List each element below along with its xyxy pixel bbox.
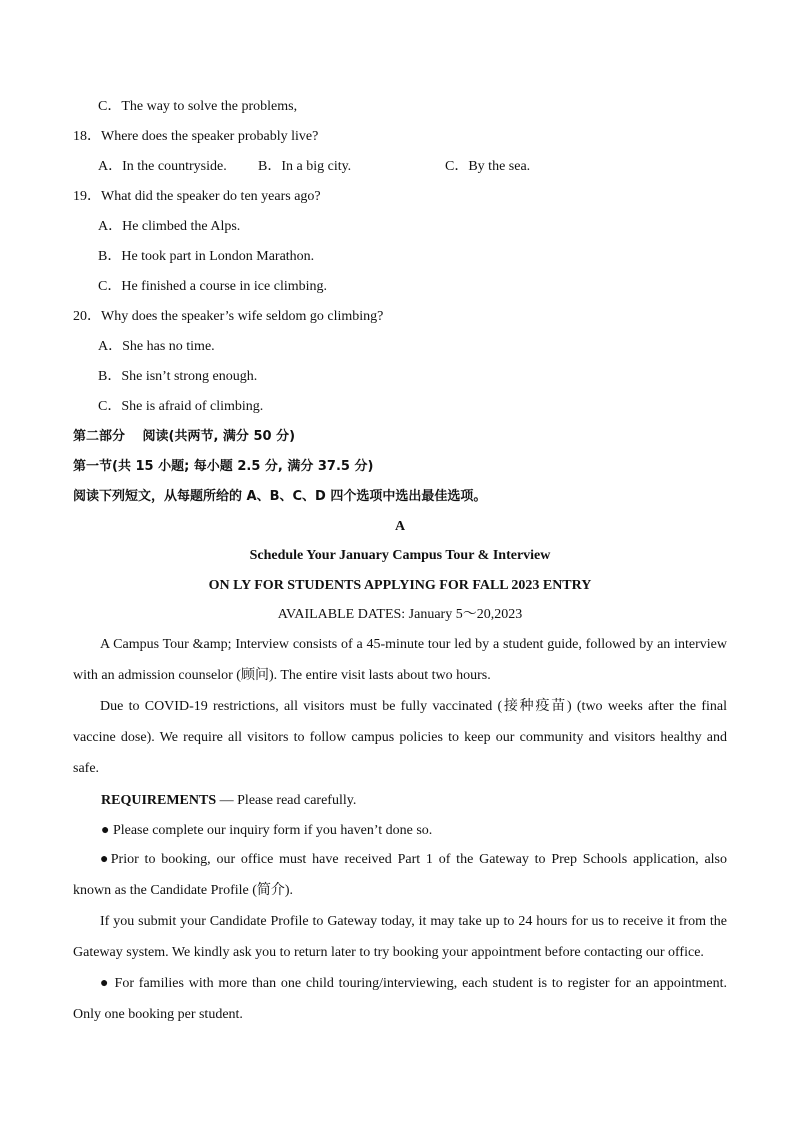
available-dates: AVAILABLE DATES: January 5～20,2023 xyxy=(277,607,523,622)
bullet-candidate-profile: ●Prior to booking, our office must have received Part 1 of the Gateway to Prep Schools application, also known as the Candidate Profile (简介). xyxy=(73,852,727,898)
q20-option-a: A．She has no time. xyxy=(98,339,215,354)
bullet-families: ● For families with more than one child touring/interviewing, each student is to register for an appointment. Only one booking per student. xyxy=(73,976,727,1022)
passage-letter: A xyxy=(394,519,406,534)
paragraph-covid-restrictions: Due to COVID-19 restrictions, all visitors must be fully vaccinated (接种疫苗) (two weeks after the final vaccine dose). We require all visitors to follow campus policies to keep our community and visitors healthy and safe. xyxy=(73,699,727,776)
q19-option-b: B．He took part in London Marathon. xyxy=(98,249,315,264)
passage-subtitle: ON LY FOR STUDENTS APPLYING FOR FALL 2023 ENTRY xyxy=(208,578,592,593)
q19-question: 19．What did the speaker do ten years ago? xyxy=(73,189,321,204)
bullet-inquiry-form: ● Please complete our inquiry form if you haven’t done so. xyxy=(101,823,433,838)
paragraph-tour-description: A Campus Tour &amp; Interview consists of a 45-minute tour led by a student guide, followed by an interview with an admission counselor (顾问). The entire visit lasts about two hours. xyxy=(73,637,727,683)
q20-option-b: B．She isn’t strong enough. xyxy=(98,369,258,384)
requirements-heading xyxy=(101,792,356,810)
paragraph-gateway-submission: If you submit your Candidate Profile to Gateway today, it may take up to 24 hours for us to receive it from the Gateway system. We kindly ask you to return later to try booking your appointment before contacting our office. xyxy=(73,914,727,960)
q18-option-a: A．In the countryside. xyxy=(98,159,227,174)
q19-option-a: A．He climbed the Alps. xyxy=(98,219,241,234)
q17-option-c: C．The way to solve the problems, xyxy=(98,99,298,114)
q19-option-c: C．He finished a course in ice climbing. xyxy=(98,279,327,294)
reading-instruction: 阅读下列短文，从每题所给的 A、B、C、D 四个选项中选出最佳选项。 xyxy=(73,489,487,504)
q18-option-b: B．In a big city. xyxy=(258,159,352,174)
q18-question: 18．Where does the speaker probably live? xyxy=(73,129,319,144)
part2-header: 第二部分 阅读(共两节, 满分 50 分) xyxy=(73,429,296,444)
requirements-label: REQUIREMENTS xyxy=(101,793,217,808)
passage-title: Schedule Your January Campus Tour & Interview xyxy=(249,548,551,563)
q20-option-c: C．She is afraid of climbing. xyxy=(98,399,264,414)
q20-question: 20．Why does the speaker’s wife seldom go climbing? xyxy=(73,309,384,324)
q18-option-c: C．By the sea. xyxy=(445,159,531,174)
section1-header: 第一节(共 15 小题; 每小题 2.5 分, 满分 37.5 分) xyxy=(73,459,374,474)
requirements-note: — Please read carefully. xyxy=(216,793,357,808)
